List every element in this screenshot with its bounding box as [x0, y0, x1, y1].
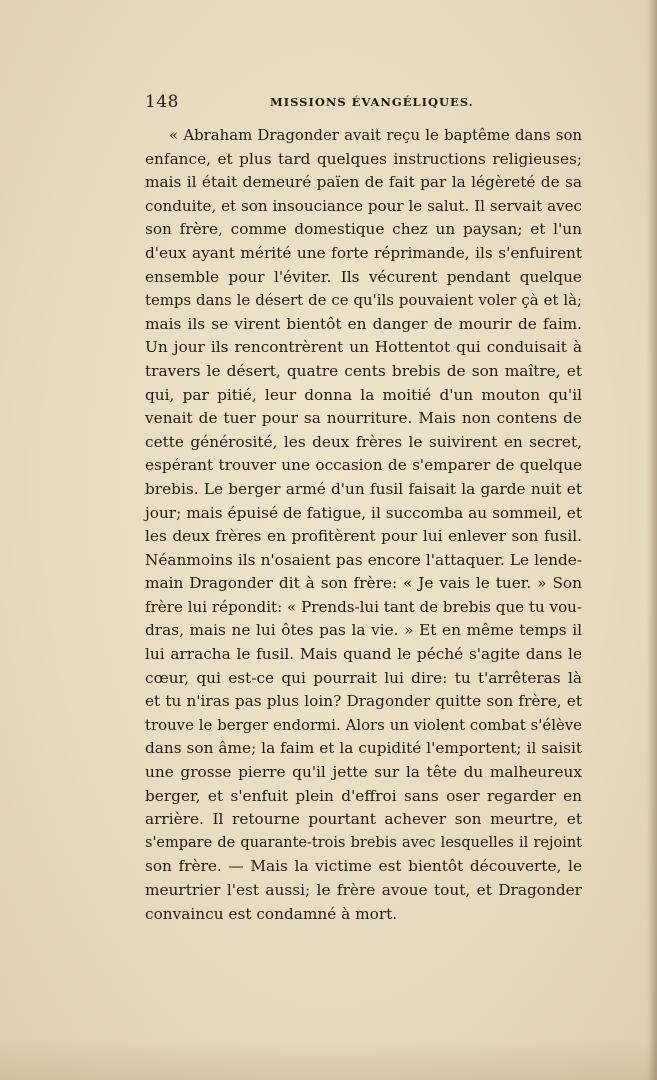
- text-line: convaincu est condamné à mort.: [145, 904, 398, 923]
- text-line: espérant trouver une occasion de s'emparer de quelque: [145, 456, 582, 475]
- text-line: mais il était demeuré païen de fait par la légèreté de sa: [145, 173, 582, 192]
- text-line: Néanmoins ils n'osaient pas encore l'attaquer. Le lende-: [145, 550, 582, 569]
- text-line: son frère. — Mais la victime est bientôt découverte, le: [145, 857, 582, 876]
- text-line: ensemble pour l'éviter. Ils vécurent pendant quelque: [145, 267, 582, 286]
- text-line: mais ils se virent bientôt en danger de mourir de faim.: [145, 314, 582, 333]
- text-line: temps dans le désert de ce qu'ils pouvaient voler çà et là;: [145, 291, 582, 310]
- text-line: dras, mais ne lui ôtes pas la vie. » Et en même temps il: [145, 621, 582, 640]
- text-line: cœur, qui est-ce qui pourrait lui dire: tu t'arrêteras là: [145, 668, 582, 687]
- body-text: [145, 124, 582, 926]
- text-line: les deux frères en profitèrent pour lui enlever son fusil.: [145, 527, 582, 546]
- text-line: « Abraham Dragonder avait reçu le baptême dans son: [169, 126, 582, 144]
- text-line: main Dragonder dit à son frère: « Je vais le tuer. » Son: [145, 574, 582, 593]
- text-line: jour; mais épuisé de fatigue, il succomba au sommeil, et: [145, 503, 582, 522]
- text-line: qui, par pitié, leur donna la moitié d'un mouton qu'il: [145, 385, 582, 404]
- page-edge-shadow: [647, 0, 657, 1080]
- running-title: MISSIONS ÉVANGÉLIQUES.: [270, 95, 474, 109]
- text-line: et tu n'iras pas plus loin? Dragonder quitte son frère, et: [145, 692, 582, 711]
- text-line: dans son âme; la faim et la cupidité l'emportent; il saisit: [145, 739, 582, 758]
- text-line: d'eux ayant mérité une forte réprimande, ils s'enfuirent: [145, 243, 582, 262]
- text-line: frère lui répondit: « Prends-lui tant de brebis que tu vou-: [145, 597, 582, 616]
- page-number: 148: [145, 92, 179, 112]
- text-line: trouve le berger endormi. Alors un violent combat s'élève: [145, 715, 582, 734]
- text-line: brebis. Le berger armé d'un fusil faisait la garde nuit et: [145, 479, 582, 498]
- text-line: Un jour ils rencontrèrent un Hottentot qui conduisait à: [145, 338, 582, 357]
- text-line: conduite, et son insouciance pour le salut. Il servait avec: [145, 196, 582, 215]
- text-line: meurtrier l'est aussi; le frère avoue tout, et Dragonder: [145, 881, 582, 899]
- text-line: enfance, et plus tard quelques instructions religieuses;: [145, 149, 582, 168]
- text-line: travers le désert, quatre cents brebis de son maître, et: [145, 361, 582, 380]
- text-line: lui arracha le fusil. Mais quand le péché s'agite dans le: [145, 645, 582, 664]
- text-line: berger, et s'enfuit plein d'effroi sans oser regarder en: [145, 786, 582, 805]
- text-line: arrière. Il retourne pourtant achever son meurtre, et: [145, 810, 582, 829]
- page-bottom-tint: [0, 1040, 657, 1080]
- text-line: venait de tuer pour sa nourriture. Mais non contens de: [145, 409, 582, 428]
- text-line: une grosse pierre qu'il jette sur la tête du malheureux: [145, 763, 582, 782]
- running-header: [145, 92, 585, 114]
- text-line: s'empare de quarante-trois brebis avec lesquelles il rejoint: [145, 834, 582, 851]
- text-line: son frère, comme domestique chez un paysan; et l'un: [145, 220, 582, 239]
- text-line: cette générosité, les deux frères le suivirent en secret,: [145, 432, 582, 451]
